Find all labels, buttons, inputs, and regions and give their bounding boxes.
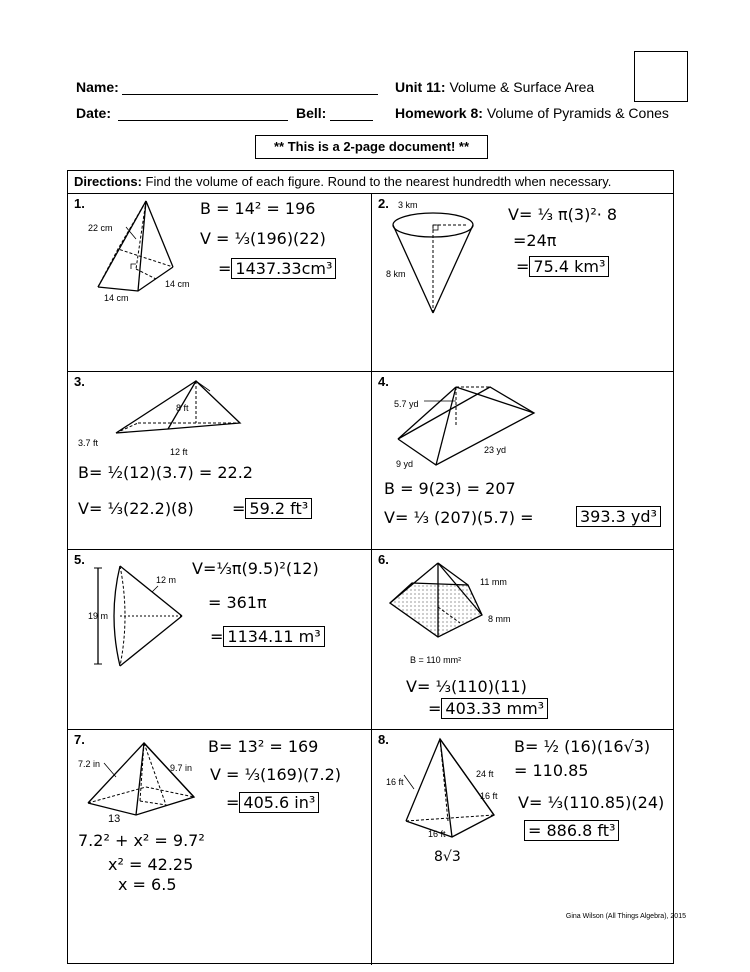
two-page-notice: ** This is a 2-page document! ** (255, 135, 488, 159)
score-box (634, 51, 688, 102)
dimension-label: 14 cm (165, 279, 190, 289)
dimension-label: 11 mm (480, 577, 507, 587)
dimension-label: 9 yd (396, 459, 414, 469)
dimension-label: 7.2 in (78, 759, 101, 769)
dimension-label: 19 m (88, 611, 109, 621)
dimension-label: B = 110 mm² (410, 655, 462, 665)
row-divider (68, 549, 673, 550)
sideways-cone-figure (94, 564, 194, 668)
work-line: =24π (513, 231, 557, 250)
work-line: V= ⅓ (207)(5.7) = (384, 508, 534, 527)
footer-credit: Gina Wilson (All Things Algebra), 2015 (565, 913, 686, 920)
dimension-label: 14 cm (104, 293, 129, 303)
cone-figure (388, 205, 488, 317)
problem-number: 2. (378, 196, 389, 211)
triangular-pyramid-figure-8 (398, 737, 508, 841)
bell-label: Bell: (296, 105, 327, 121)
answer-line: = 59.2 ft³ (232, 499, 312, 518)
answer-box: 405.6 in³ (239, 792, 319, 813)
answer-box: = 886.8 ft³ (524, 820, 619, 841)
work-line: 7.2² + x² = 9.7² (78, 831, 205, 850)
work-line: V = ⅓(169)(7.2) (210, 765, 341, 784)
square-pyramid-figure-7 (82, 739, 202, 819)
dimension-label: 24 ft (476, 769, 494, 779)
work-line: V= ⅓(110)(11) (406, 677, 527, 696)
answer-box: 59.2 ft³ (245, 498, 312, 519)
work-line: B= ½ (16)(16√3) (514, 737, 651, 756)
answer-box: 1437.33cm³ (231, 258, 336, 279)
answer-box: 403.33 mm³ (441, 698, 548, 719)
row-divider (68, 729, 673, 730)
work-line: x = 6.5 (118, 875, 177, 894)
problem-number: 1. (74, 196, 85, 211)
problem-number: 4. (378, 374, 389, 389)
rectangular-pyramid-figure (394, 381, 544, 471)
problem-number: 5. (74, 552, 85, 567)
dimension-label: 9.7 in (170, 763, 193, 773)
work-line: V = ⅓(196)(22) (200, 229, 326, 248)
answer-box: 75.4 km³ (529, 256, 609, 277)
work-line: B= ½(12)(3.7) = 22.2 (78, 463, 253, 482)
answer-line (524, 821, 619, 840)
dimension-label: 3.7 ft (78, 438, 99, 448)
problems-grid (67, 170, 674, 964)
answer-line: = 405.6 in³ (226, 793, 319, 812)
name-field[interactable] (122, 94, 378, 95)
row-divider (68, 371, 673, 372)
unit-title: Unit 11: Volume & Surface Area (395, 79, 595, 95)
work-line: V= ⅓ π(3)²· 8 (508, 205, 618, 224)
square-pyramid-figure (88, 199, 218, 299)
work-line: = 361π (208, 593, 267, 612)
problem-number: 3. (74, 374, 85, 389)
column-divider (371, 194, 372, 965)
dimension-label: 12 ft (170, 447, 188, 457)
dimension-label: 8 mm (488, 614, 511, 624)
problem-number: 6. (378, 552, 389, 567)
dimension-label: 12 m (156, 575, 177, 585)
answer-line: = 1437.33cm³ (218, 259, 336, 278)
homework-title: Homework 8: Volume of Pyramids & Cones (395, 105, 669, 121)
date-label: Date: (76, 105, 112, 121)
work-line: V= ⅓(22.2)(8) (78, 499, 194, 518)
work-line: B = 14² = 196 (200, 199, 316, 218)
dimension-label: 3 km (398, 200, 418, 210)
date-field[interactable] (118, 120, 288, 121)
name-label: Name: (76, 79, 119, 95)
work-line: = 110.85 (514, 761, 589, 780)
answer-box: 393.3 yd³ (576, 506, 661, 527)
problem-number: 7. (74, 732, 85, 747)
work-line: V=⅓π(9.5)²(12) (192, 559, 319, 578)
dimension-label: 8 km (386, 269, 406, 279)
directions: Directions: Find the volume of each figure. Round to the nearest hundredth when necessary. (68, 171, 673, 194)
work-line: B = 9(23) = 207 (384, 479, 516, 498)
dimension-label: 23 yd (484, 445, 507, 455)
answer-line: = 75.4 km³ (516, 257, 609, 276)
work-line: 8√3 (434, 849, 461, 865)
dimension-label: 22 cm (88, 223, 113, 233)
problem-number: 8. (378, 732, 389, 747)
work-line: V= ⅓(110.85)(24) (518, 793, 665, 812)
work-line: x² = 42.25 (108, 855, 194, 874)
dimension-label: 16 ft (480, 791, 498, 801)
work-line: B= 13² = 169 (208, 737, 319, 756)
answer-line: = 1134.11 m³ (210, 627, 325, 646)
dimension-label: 5.7 yd (394, 399, 419, 409)
answer-line (576, 507, 661, 526)
answer-line: = 403.33 mm³ (428, 699, 548, 718)
answer-box: 1134.11 m³ (223, 626, 324, 647)
pentagonal-pyramid-figure (386, 561, 496, 641)
dimension-label: 16 ft (428, 829, 446, 839)
dimension-label: 13 (108, 813, 121, 825)
dimension-label: 16 ft (386, 777, 404, 787)
dimension-label: 8 ft (176, 403, 189, 413)
bell-field[interactable] (330, 120, 373, 121)
